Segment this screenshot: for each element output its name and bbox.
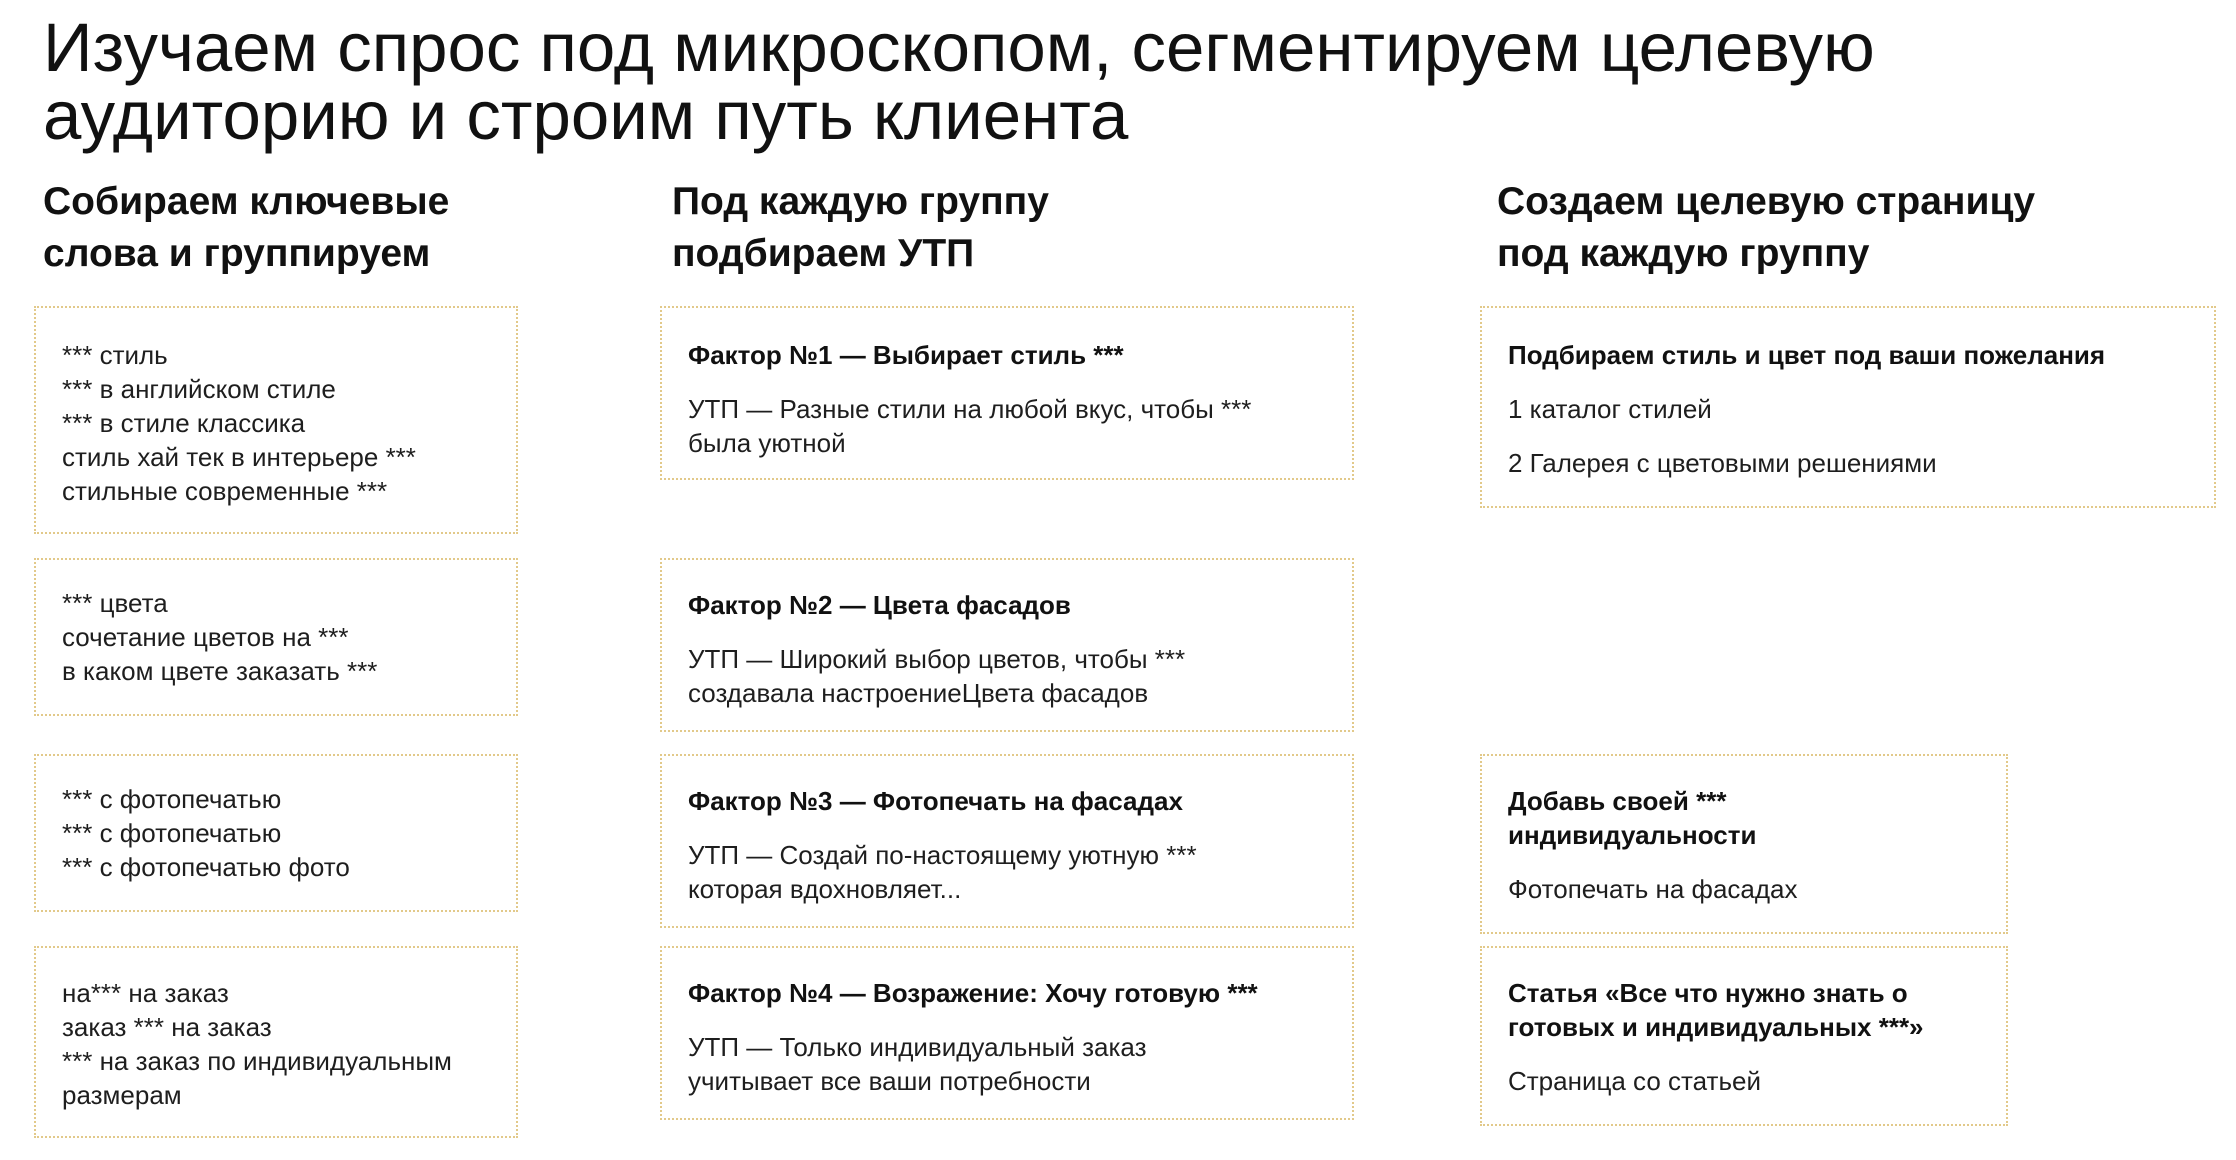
keyword-line: стильные современные ***: [62, 476, 388, 506]
landing-heading-line-1: Создаем целевую страницу: [1497, 180, 2036, 223]
usp-column-heading: [672, 176, 1049, 280]
keyword-line: заказ *** на заказ: [62, 1012, 272, 1042]
usp-factor-card: [660, 754, 1354, 928]
usp-factor-title: Фактор №3 — Фотопечать на фасадах: [688, 786, 1183, 816]
keyword-group-card: [34, 754, 518, 912]
keyword-line: *** в английском стиле: [62, 374, 336, 404]
keyword-line: *** цвета: [62, 588, 168, 618]
landing-page-body: 1 каталог стилей 2 Галерея с цветовыми решениями: [1508, 394, 1937, 478]
usp-factor-card: [660, 558, 1354, 732]
usp-heading-line-2: подбираем УТП: [672, 232, 975, 275]
keyword-line: *** на заказ по индивидуальным: [62, 1046, 452, 1076]
landing-page-body: Фотопечать на фасадах: [1508, 874, 1798, 904]
usp-factor-body: УТП — Создай по-настоящему уютную *** которая вдохновляет...: [688, 840, 1197, 904]
keyword-line: *** стиль: [62, 340, 168, 370]
keyword-line: на*** на заказ: [62, 978, 229, 1008]
keyword-line: *** в стиле классика: [62, 408, 306, 438]
usp-factor-body: УТП — Разные стили на любой вкус, чтобы *** была уютной: [688, 394, 1252, 458]
page-title-line-1: Изучаем спрос под микроскопом, сегментируем целевую: [43, 9, 1875, 86]
usp-factor-body: УТП — Широкий выбор цветов, чтобы *** создавала настроениеЦвета фасадов: [688, 644, 1186, 708]
page-title: [43, 9, 2143, 154]
keywords-column-heading: [43, 176, 449, 280]
usp-factor-title: Фактор №4 — Возражение: Хочу готовую ***: [688, 978, 1258, 1008]
usp-factor-body: УТП — Только индивидуальный заказ учитывает все ваши потребности: [688, 1032, 1147, 1096]
keywords-heading-line-1: Собираем ключевые: [43, 180, 450, 223]
keyword-group-card: [34, 946, 518, 1138]
keyword-group-card: [34, 558, 518, 716]
landing-page-card: [1480, 754, 2008, 934]
keyword-line: стиль хай тек в интерьере ***: [62, 442, 416, 472]
landing-heading-line-2: под каждую группу: [1497, 232, 1870, 275]
keyword-line: в каком цвете заказать ***: [62, 656, 378, 686]
landing-page-body: Страница со статьей: [1508, 1066, 1761, 1096]
keyword-group-card: [34, 306, 518, 534]
keywords-heading-line-2: слова и группируем: [43, 232, 431, 275]
usp-factor-card: [660, 946, 1354, 1120]
landing-column-heading: [1497, 176, 2035, 280]
usp-factor-title: Фактор №1 — Выбирает стиль ***: [688, 340, 1124, 370]
landing-page-title: Статья «Все что нужно знать о готовых и индивидуальных ***»: [1508, 978, 1924, 1042]
keyword-line: размерам: [62, 1080, 182, 1110]
keyword-line: сочетание цветов на ***: [62, 622, 349, 652]
keyword-line: *** с фотопечатью: [62, 818, 282, 848]
landing-page-title: Подбираем стиль и цвет под ваши пожелания: [1508, 340, 2106, 370]
usp-heading-line-1: Под каждую группу: [672, 180, 1049, 223]
landing-page-card: [1480, 946, 2008, 1126]
landing-page-title: Добавь своей *** индивидуальности: [1508, 786, 1757, 850]
usp-factor-title: Фактор №2 — Цвета фасадов: [688, 590, 1071, 620]
landing-page-card: [1480, 306, 2216, 508]
usp-factor-card: [660, 306, 1354, 480]
keyword-line: *** с фотопечатью: [62, 784, 282, 814]
keyword-line: *** с фотопечатью фото: [62, 852, 350, 882]
page-title-line-2: аудиторию и строим путь клиента: [43, 77, 1129, 154]
